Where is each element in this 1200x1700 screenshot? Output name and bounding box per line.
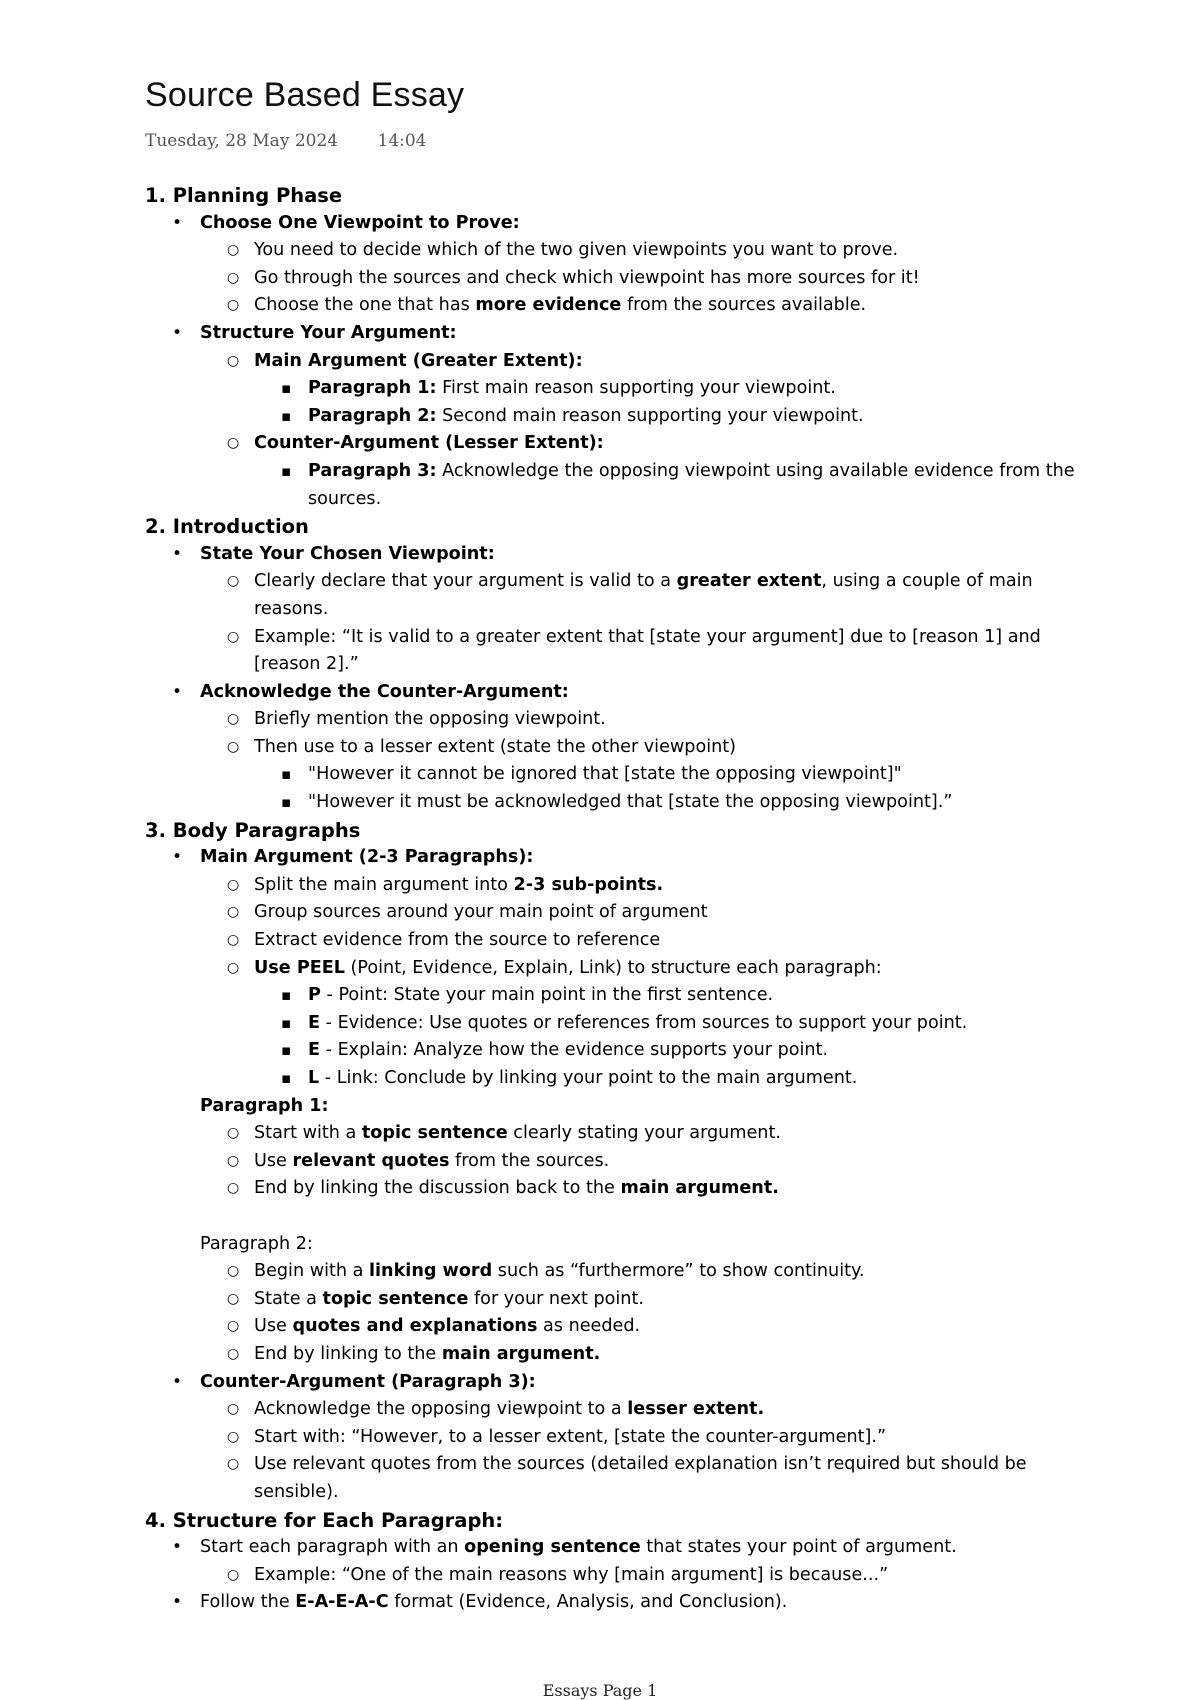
list-item: ○ Then use to a lesser extent (state the other viewpoint) bbox=[145, 734, 1075, 762]
section-heading: 2. Introduction bbox=[145, 515, 309, 539]
list-item: • Main Argument (2-3 Paragraphs): bbox=[145, 844, 1075, 872]
list-item: ○ Start with a topic sentence clearly stating your argument. bbox=[145, 1120, 1075, 1148]
page-date: Tuesday, 28 May 2024 bbox=[145, 131, 339, 151]
list-item: ○ Split the main argument into 2-3 sub-points. bbox=[145, 872, 1075, 900]
list-item: ○ Briefly mention the opposing viewpoint. bbox=[145, 706, 1075, 734]
list-item: ○ Example: “It is valid to a greater extent that [state your argument] due to [reason 1] and [reason 2].” bbox=[145, 624, 1075, 679]
list-item: ▪ "However it cannot be ignored that [state the opposing viewpoint]" bbox=[145, 761, 1075, 789]
section-heading: 4. Structure for Each Paragraph: bbox=[145, 1508, 504, 1532]
list-item: ○ Acknowledge the opposing viewpoint to a lesser extent. bbox=[145, 1396, 1075, 1424]
list-item: • Acknowledge the Counter-Argument: bbox=[145, 679, 1075, 707]
list-item: ▪ E - Explain: Analyze how the evidence supports your point. bbox=[145, 1037, 1075, 1065]
sub-heading: Paragraph 2: bbox=[200, 1233, 313, 1254]
list-item: ○ Use relevant quotes from the sources (detailed explanation isn’t required but should be sensible). bbox=[145, 1451, 1075, 1506]
list-item: ○ Start with: “However, to a lesser extent, [state the counter-argument].” bbox=[145, 1424, 1075, 1452]
list-item: • Counter-Argument (Paragraph 3): bbox=[145, 1369, 1075, 1397]
list-item: ○ Main Argument (Greater Extent): bbox=[145, 348, 1075, 376]
list-item: ▪ Paragraph 1: First main reason supporting your viewpoint. bbox=[145, 375, 1075, 403]
list-item: ○ Begin with a linking word such as “furthermore” to show continuity. bbox=[145, 1258, 1075, 1286]
list-item: ▪ Paragraph 3: Acknowledge the opposing viewpoint using available evidence from the sources. bbox=[145, 458, 1075, 513]
spacer bbox=[145, 1203, 1075, 1231]
list-item: ○ Choose the one that has more evidence from the sources available. bbox=[145, 292, 1075, 320]
list-item: ○ End by linking the discussion back to the main argument. bbox=[145, 1175, 1075, 1203]
list-item: • Follow the E-A-E-A-C format (Evidence, Analysis, and Conclusion). bbox=[145, 1589, 1075, 1617]
list-item: ○ Use quotes and explanations as needed. bbox=[145, 1313, 1075, 1341]
section-heading: 1. Planning Phase bbox=[145, 184, 343, 207]
list-item: ○ Use PEEL (Point, Evidence, Explain, Link) to structure each paragraph: bbox=[145, 955, 1075, 983]
list-item: ○ Counter-Argument (Lesser Extent): bbox=[145, 430, 1075, 458]
list-item: ▪ L - Link: Conclude by linking your point to the main argument. bbox=[145, 1065, 1075, 1093]
list-item: ○ Use relevant quotes from the sources. bbox=[145, 1148, 1075, 1176]
page-time: 14:04 bbox=[377, 131, 427, 151]
page-meta bbox=[145, 131, 427, 151]
list-item: ○ Extract evidence from the source to reference bbox=[145, 927, 1075, 955]
list-item: • State Your Chosen Viewpoint: bbox=[145, 541, 1075, 569]
list-item: ▪ P - Point: State your main point in the first sentence. bbox=[145, 982, 1075, 1010]
list-item: ○ You need to decide which of the two given viewpoints you want to prove. bbox=[145, 237, 1075, 265]
list-item: ▪ "However it must be acknowledged that [state the opposing viewpoint].” bbox=[145, 789, 1075, 817]
list-item: ○ Clearly declare that your argument is valid to a greater extent, using a couple of main reasons. bbox=[145, 568, 1075, 623]
note-content bbox=[145, 182, 1075, 1617]
list-item: ○ State a topic sentence for your next point. bbox=[145, 1286, 1075, 1314]
list-item: • Start each paragraph with an opening sentence that states your point of argument. bbox=[145, 1534, 1075, 1562]
list-item: ○ Example: “One of the main reasons why [main argument] is because...” bbox=[145, 1562, 1075, 1590]
list-item: ○ End by linking to the main argument. bbox=[145, 1341, 1075, 1369]
list-item: ○ Group sources around your main point of argument bbox=[145, 899, 1075, 927]
sub-heading: Paragraph 1: bbox=[200, 1095, 329, 1116]
list-item: ▪ E - Evidence: Use quotes or references from sources to support your point. bbox=[145, 1010, 1075, 1038]
list-item: • Choose One Viewpoint to Prove: bbox=[145, 210, 1075, 238]
list-item: ▪ Paragraph 2: Second main reason supporting your viewpoint. bbox=[145, 403, 1075, 431]
list-item: ○ Go through the sources and check which viewpoint has more sources for it! bbox=[145, 265, 1075, 293]
section-heading: 3. Body Paragraphs bbox=[145, 818, 361, 842]
page-footer: Essays Page 1 bbox=[542, 1681, 658, 1700]
list-item: • Structure Your Argument: bbox=[145, 320, 1075, 348]
page-title: Source Based Essay bbox=[145, 76, 465, 114]
